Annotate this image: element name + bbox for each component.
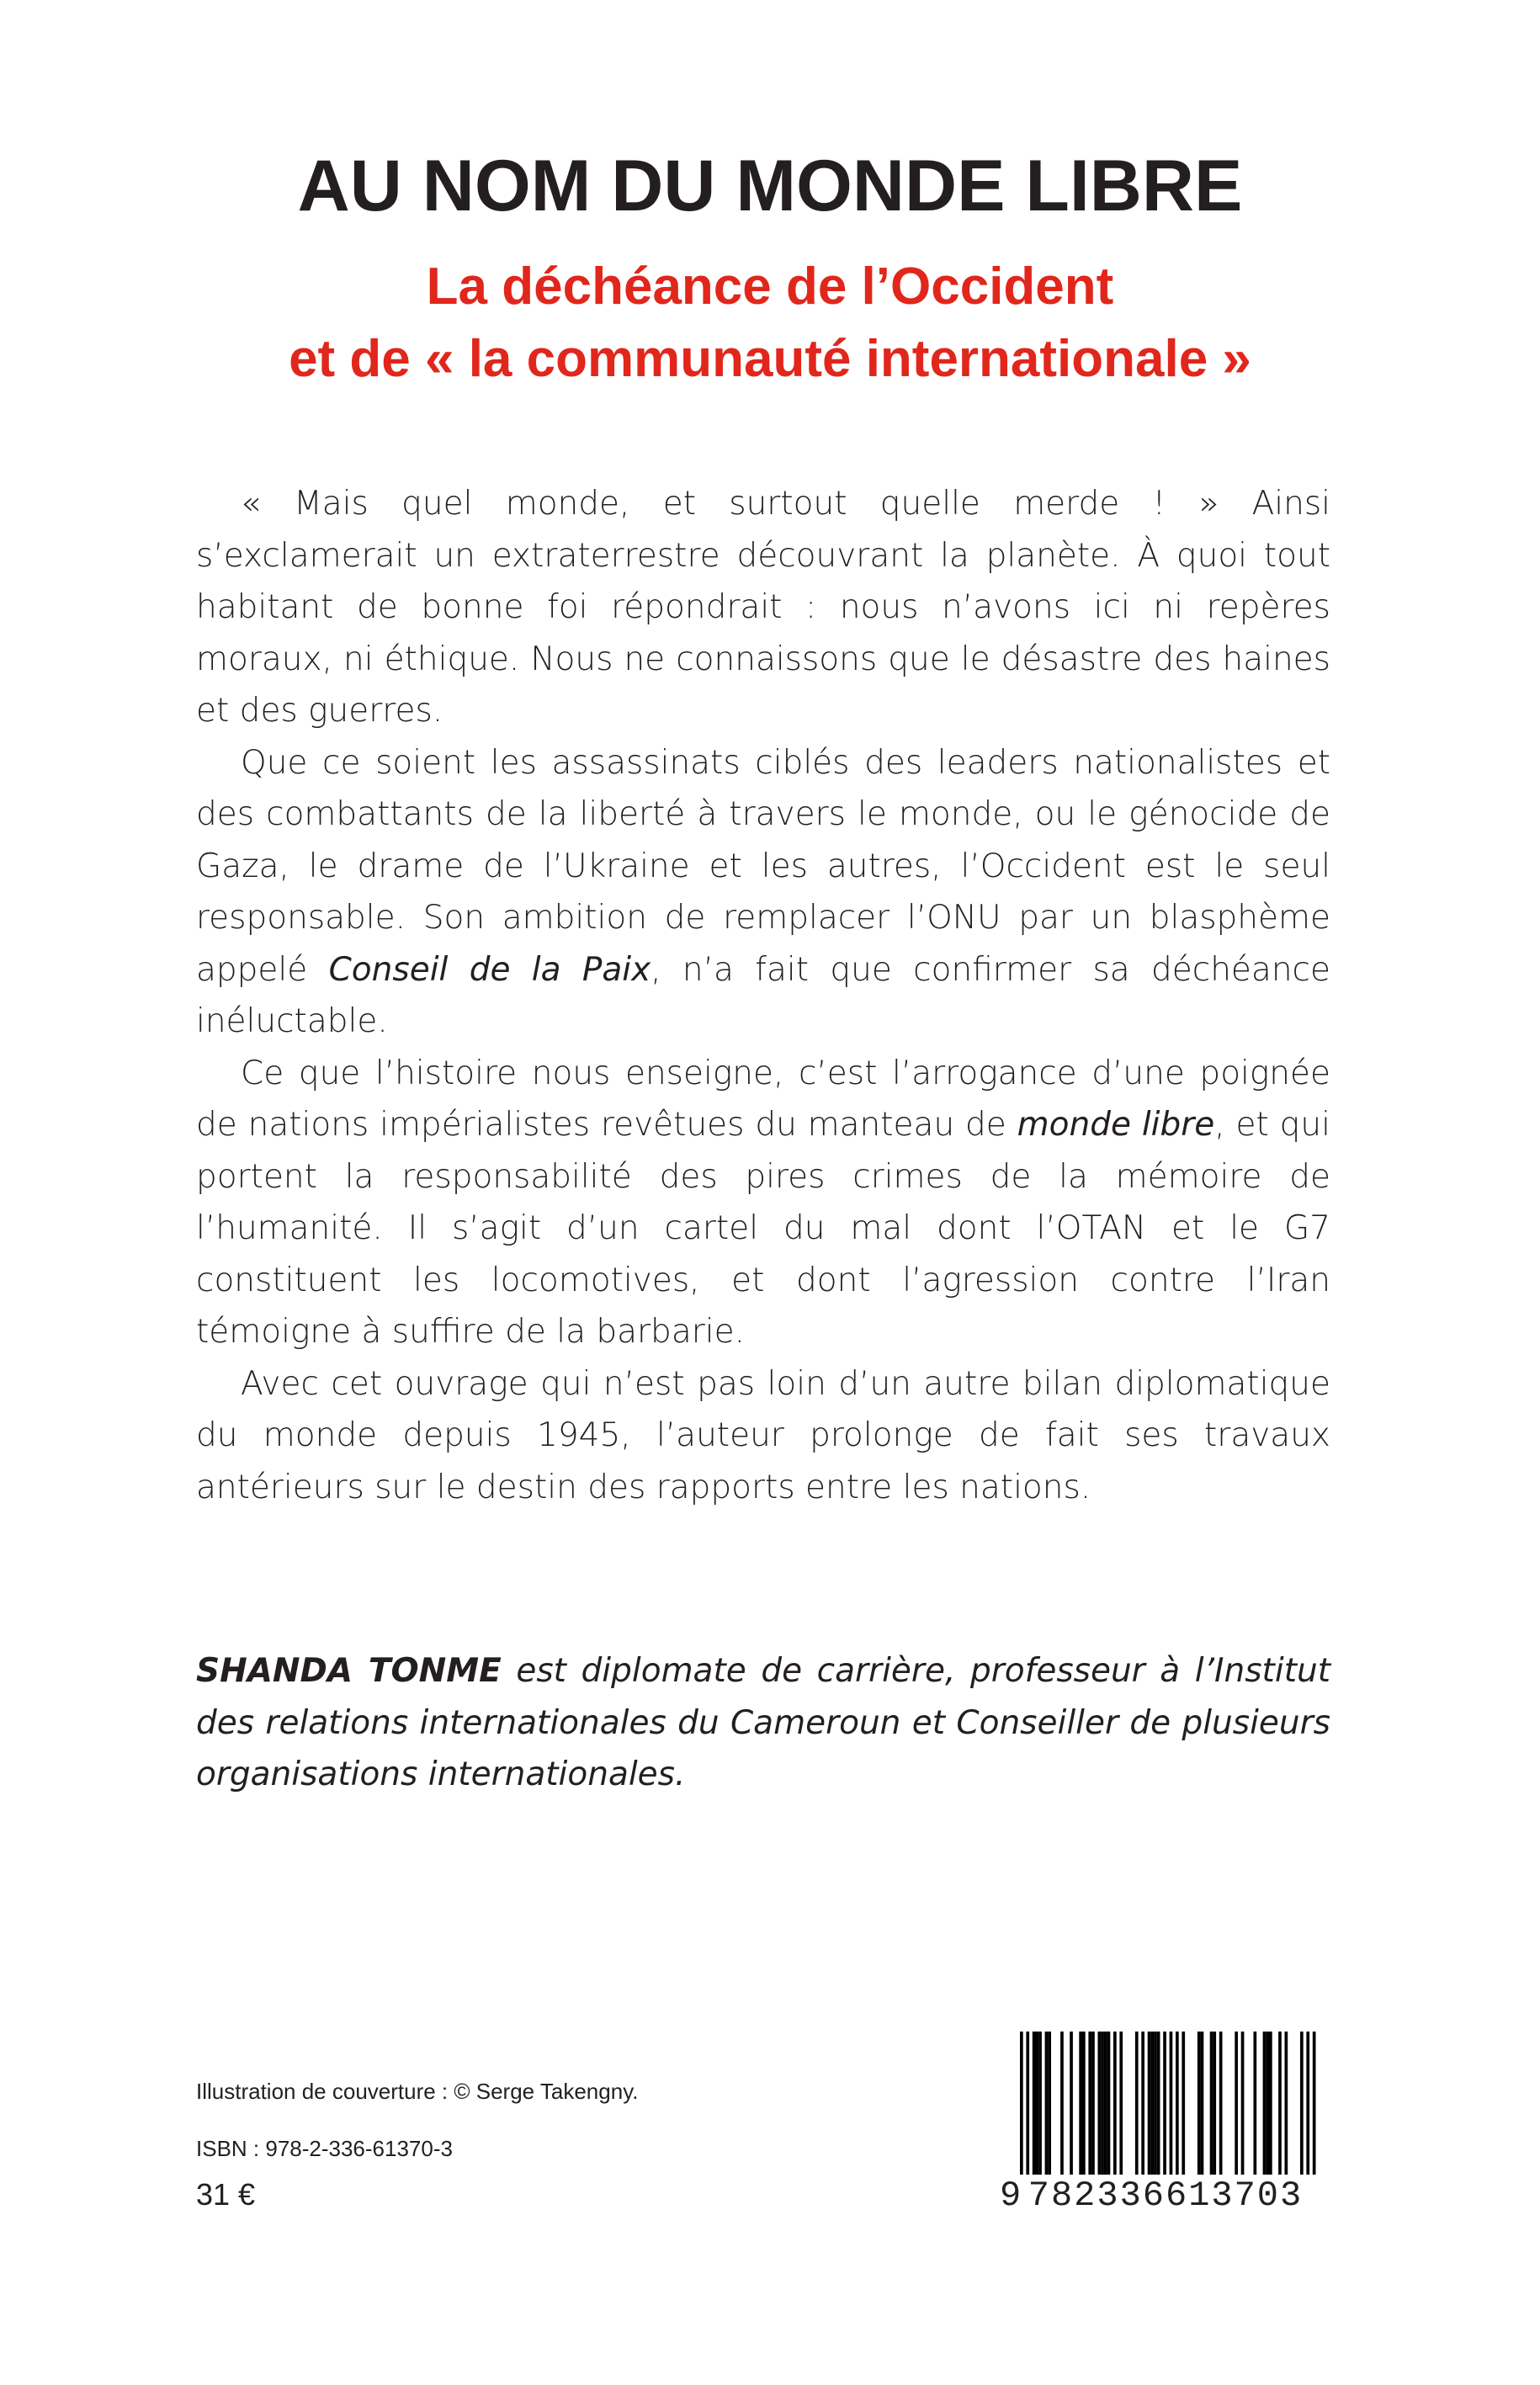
- barcode-bar: [1201, 2032, 1204, 2175]
- barcode-bar: [1157, 2032, 1160, 2175]
- barcode-bar: [1300, 2032, 1304, 2175]
- barcode-bar: [1045, 2032, 1049, 2175]
- barcode-bar: [1070, 2032, 1073, 2175]
- barcode-bar: [1269, 2032, 1272, 2175]
- barcode-bar: [1263, 2032, 1267, 2175]
- barcode-bar: [1079, 2032, 1082, 2175]
- blurb-p3-italic: monde libre: [1017, 1106, 1215, 1144]
- barcode-bar: [1088, 2032, 1091, 2175]
- barcode-bar: [1266, 2032, 1269, 2175]
- barcode-bar: [1141, 2032, 1144, 2175]
- blurb-paragraph-1: « Mais quel monde, et surtout quelle merde ! » Ainsi s’exclamerait un extraterrestre découvrant la planète. À quoi tout habitant de bonne foi répondrait : nous n’avons ici ni repères moraux, ni éthique. Nous ne connaissons que le désastre des haines et des guerres.: [196, 485, 1330, 730]
- isbn: ISBN : 978-2-336-61370-3: [196, 2136, 453, 2161]
- blurb-p3-text-b: , et qui portent la responsabilité des pires crimes de la mémoire de l’humanité. Il s’agit d’un cartel du mal dont l’OTAN et le G7 constituent les locomotives, et dont l’agression contre l’Iran témoigne à suffire de la barbarie.: [196, 1106, 1330, 1351]
- barcode-bar: [1082, 2032, 1086, 2175]
- barcode-bar: [1091, 2032, 1095, 2175]
- barcode-digits: [1001, 2175, 1330, 2217]
- book-title: AU NOM DU MONDE LIBRE: [297, 146, 1243, 226]
- blurb-paragraph-2: [196, 737, 1330, 1048]
- barcode-bar: [1235, 2032, 1238, 2175]
- barcode-bar: [1135, 2032, 1139, 2175]
- author-bio-text: est diplomate de carrière, professeur à l’Institut des relations internationales du Cameroun et Conseiller de plusieurs organisations internationales.: [196, 1652, 1330, 1793]
- barcode-bar: [1119, 2032, 1123, 2175]
- barcode-bar: [1278, 2032, 1282, 2175]
- barcode-bar: [1150, 2032, 1154, 2175]
- barcode-bar: [1113, 2032, 1117, 2175]
- subtitle-line-2: et de « la communauté internationale »: [289, 330, 1251, 388]
- barcode-bar: [1254, 2032, 1257, 2175]
- blurb-paragraph-3: [196, 1048, 1330, 1358]
- blurb: [196, 478, 1330, 1513]
- barcode-bar: [1154, 2032, 1157, 2175]
- barcode-bar: [1098, 2032, 1102, 2175]
- barcode-bar: [1285, 2032, 1288, 2175]
- barcode-bar: [1104, 2032, 1107, 2175]
- blurb-p2-italic: Conseil de la Paix: [328, 950, 651, 989]
- blurb-p2-text-a: Que ce soient les assassinats ciblés des leaders nationalistes et des combattants de la liberté à travers le monde, ou le génocide de Gaza, le drame de l’Ukraine et les autres, l’Occident est le seul responsable. Son ambition de remplacer l’ONU par un blasphème appelé: [196, 743, 1330, 989]
- barcode-first-digit: 9: [1000, 2175, 1023, 2216]
- barcode-bar: [1197, 2032, 1201, 2175]
- barcode-bar: [1176, 2032, 1179, 2175]
- price: 31 €: [196, 2177, 256, 2212]
- barcode-bar: [1107, 2032, 1111, 2175]
- barcode-bar: [1182, 2032, 1185, 2175]
- barcode-bar: [1101, 2032, 1104, 2175]
- barcode-bar: [1048, 2032, 1051, 2175]
- barcode-number: 782336613703: [1028, 2175, 1304, 2216]
- author-name: SHANDA TONME: [196, 1652, 502, 1690]
- blurb-p3-text-a: Ce que l’histoire nous enseigne, c’est l’arrogance d’une poignée de nations impérialistes revêtues du manteau de: [196, 1054, 1330, 1144]
- barcode: [1001, 2026, 1330, 2216]
- barcode-bar: [1033, 2032, 1036, 2175]
- subtitle-line-1: La déchéance de l’Occident: [426, 258, 1114, 316]
- blurb-paragraph-4: Avec cet ouvrage qui n’est pas loin d’un autre bilan diplomatique du monde depuis 1945, l’auteur prolonge de fait ses travaux antérieurs sur le destin des rapports entre les nations.: [196, 1364, 1330, 1506]
- barcode-bar: [1213, 2032, 1216, 2175]
- barcode-bar: [1036, 2032, 1039, 2175]
- barcode-bar: [1060, 2032, 1064, 2175]
- barcode-bar: [1219, 2032, 1223, 2175]
- barcode-bar: [1241, 2032, 1245, 2175]
- author-bio: [196, 1645, 1330, 1801]
- illustration-credit: Illustration de couverture : © Serge Takengny.: [196, 2079, 639, 2104]
- blurb-p2-text-b: , n’a fait que confirmer sa déchéance inéluctable.: [196, 950, 1330, 1040]
- barcode-bar: [1210, 2032, 1213, 2175]
- barcode-bar: [1038, 2032, 1042, 2175]
- barcode-bar: [1148, 2032, 1151, 2175]
